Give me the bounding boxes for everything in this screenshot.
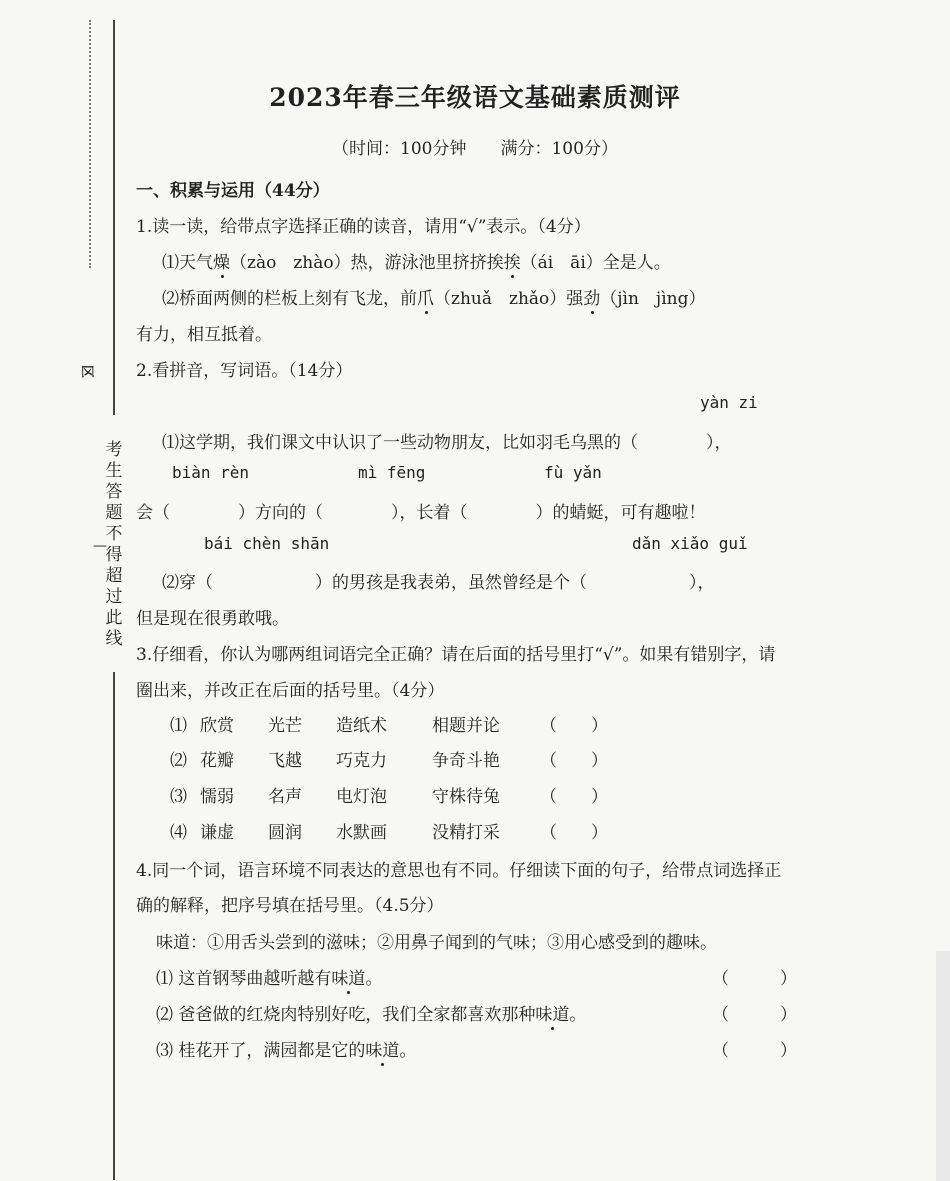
dotted-word: 味道 [365, 1036, 399, 1061]
binding-line-bottom [113, 672, 115, 1180]
answer-parens[interactable]: （ ） [712, 1041, 797, 1061]
q3-word: 相题并论 [432, 716, 500, 736]
dotted-char: 劲 [583, 284, 600, 309]
dotted-word: 味道 [331, 964, 365, 989]
answer-parens[interactable]: （ ） [540, 751, 608, 771]
q3-word: 花瓣 [200, 751, 234, 771]
exam-info: （时间：100分钟 满分：100分） [332, 139, 618, 159]
q3-word: 名声 [268, 787, 302, 807]
q3-row-num: ⑷ [170, 823, 187, 843]
margin-mark: 区 [79, 364, 95, 379]
dotted-word: 味道 [535, 1000, 569, 1025]
q4-item: ⑵ 爸爸做的红烧肉特别好吃，我们全家都喜欢那种味道。 [156, 1000, 586, 1025]
answer-parens[interactable]: （ ） [712, 969, 797, 989]
q3-word: 争奇斗艳 [432, 751, 500, 771]
section-heading: 一、积累与运用（44分） [136, 181, 330, 201]
q3-word: 造纸术 [336, 716, 387, 736]
q1-line2: ⑵桥面两侧的栏板上刻有飞龙，前爪（zhuǎ zhǎo）强劲（jìn jìng） [162, 284, 705, 309]
q2-prompt: 2.看拼音，写词语。（14分） [136, 361, 353, 381]
pinyin-hint: mì fēng [358, 463, 426, 482]
pinyin-hint: biàn rèn [172, 463, 250, 482]
q3-word: 欣赏 [200, 716, 234, 736]
answer-parens[interactable]: （ ） [540, 823, 608, 843]
q4-item: ⑶ 桂花开了，满园都是它的味道。 [156, 1036, 416, 1061]
q3-row-num: ⑵ [170, 751, 187, 771]
q2-line3: ⑵穿（ ）的男孩是我表弟，虽然曾经是个（ ）， [162, 573, 715, 593]
q3-word: 守株待兔 [432, 787, 500, 807]
q4-definition: 味道：①用舌头尝到的滋味；②用鼻子闻到的气味；③用心感受到的趣味。 [156, 933, 717, 953]
pinyin-hint: bái chèn shān [204, 534, 330, 553]
page-edge-shadow [936, 951, 950, 1181]
page-title: 2023年春三年级语文基础素质测评 [269, 83, 681, 112]
q3-word: 飞越 [268, 751, 302, 771]
binding-line-note: 考生答题不得超过此线 [105, 440, 123, 649]
q3-prompt-line1: 3.仔细看，你认为哪两组词语完全正确？请在后面的括号里打“√”。如果有错别字，请 [136, 645, 776, 665]
q4-prompt-line2: 确的解释，把序号填在括号里。（4.5分） [136, 896, 444, 916]
q3-word: 圆润 [268, 823, 302, 843]
q2-line2: 会（ ）方向的（ ），长着（ ）的蜻蜓，可有趣啦！ [136, 503, 706, 523]
q3-word: 水默画 [336, 823, 387, 843]
dotted-char: 爪 [417, 284, 434, 309]
answer-parens[interactable]: （ ） [540, 716, 608, 736]
q3-word: 谦虚 [200, 823, 234, 843]
pinyin-hint: yàn zi [700, 393, 758, 412]
q3-prompt-line2: 圈出来，并改正在后面的括号里。（4分） [136, 681, 445, 701]
q2-line4: 但是现在很勇敢哦。 [136, 609, 289, 629]
q1-prompt: 1.读一读，给带点字选择正确的读音，请用“√”表示。（4分） [136, 217, 591, 237]
q4-item: ⑴ 这首钢琴曲越听越有味道。 [156, 964, 382, 989]
q3-word: 光芒 [268, 716, 302, 736]
answer-parens[interactable]: （ ） [540, 787, 608, 807]
dotted-char: 挨 [504, 248, 521, 273]
q1-line1: ⑴天气燥（zào zhào）热，游泳池里挤挤挨挨（ái āi）全是人。 [162, 248, 671, 273]
q3-word: 电灯泡 [336, 787, 387, 807]
margin-tick: — [93, 538, 107, 554]
q3-word: 巧克力 [336, 751, 387, 771]
pinyin-hint: fù yǎn [544, 463, 602, 482]
pinyin-hint: dǎn xiǎo guǐ [632, 534, 748, 553]
q3-word: 懦弱 [200, 787, 234, 807]
q3-row-num: ⑴ [170, 716, 187, 736]
q3-word: 没精打采 [432, 823, 500, 843]
dotted-char: 燥 [213, 248, 230, 273]
q2-line1: ⑴这学期，我们课文中认识了一些动物朋友，比如羽毛乌黑的（ ）， [162, 433, 732, 453]
q1-line3: 有力，相互抵着。 [136, 325, 272, 345]
q4-prompt-line1: 4.同一个词，语言环境不同表达的意思也有不同。仔细读下面的句子，给带点词选择正 [136, 861, 782, 881]
q3-row-num: ⑶ [170, 787, 187, 807]
answer-parens[interactable]: （ ） [712, 1005, 797, 1025]
